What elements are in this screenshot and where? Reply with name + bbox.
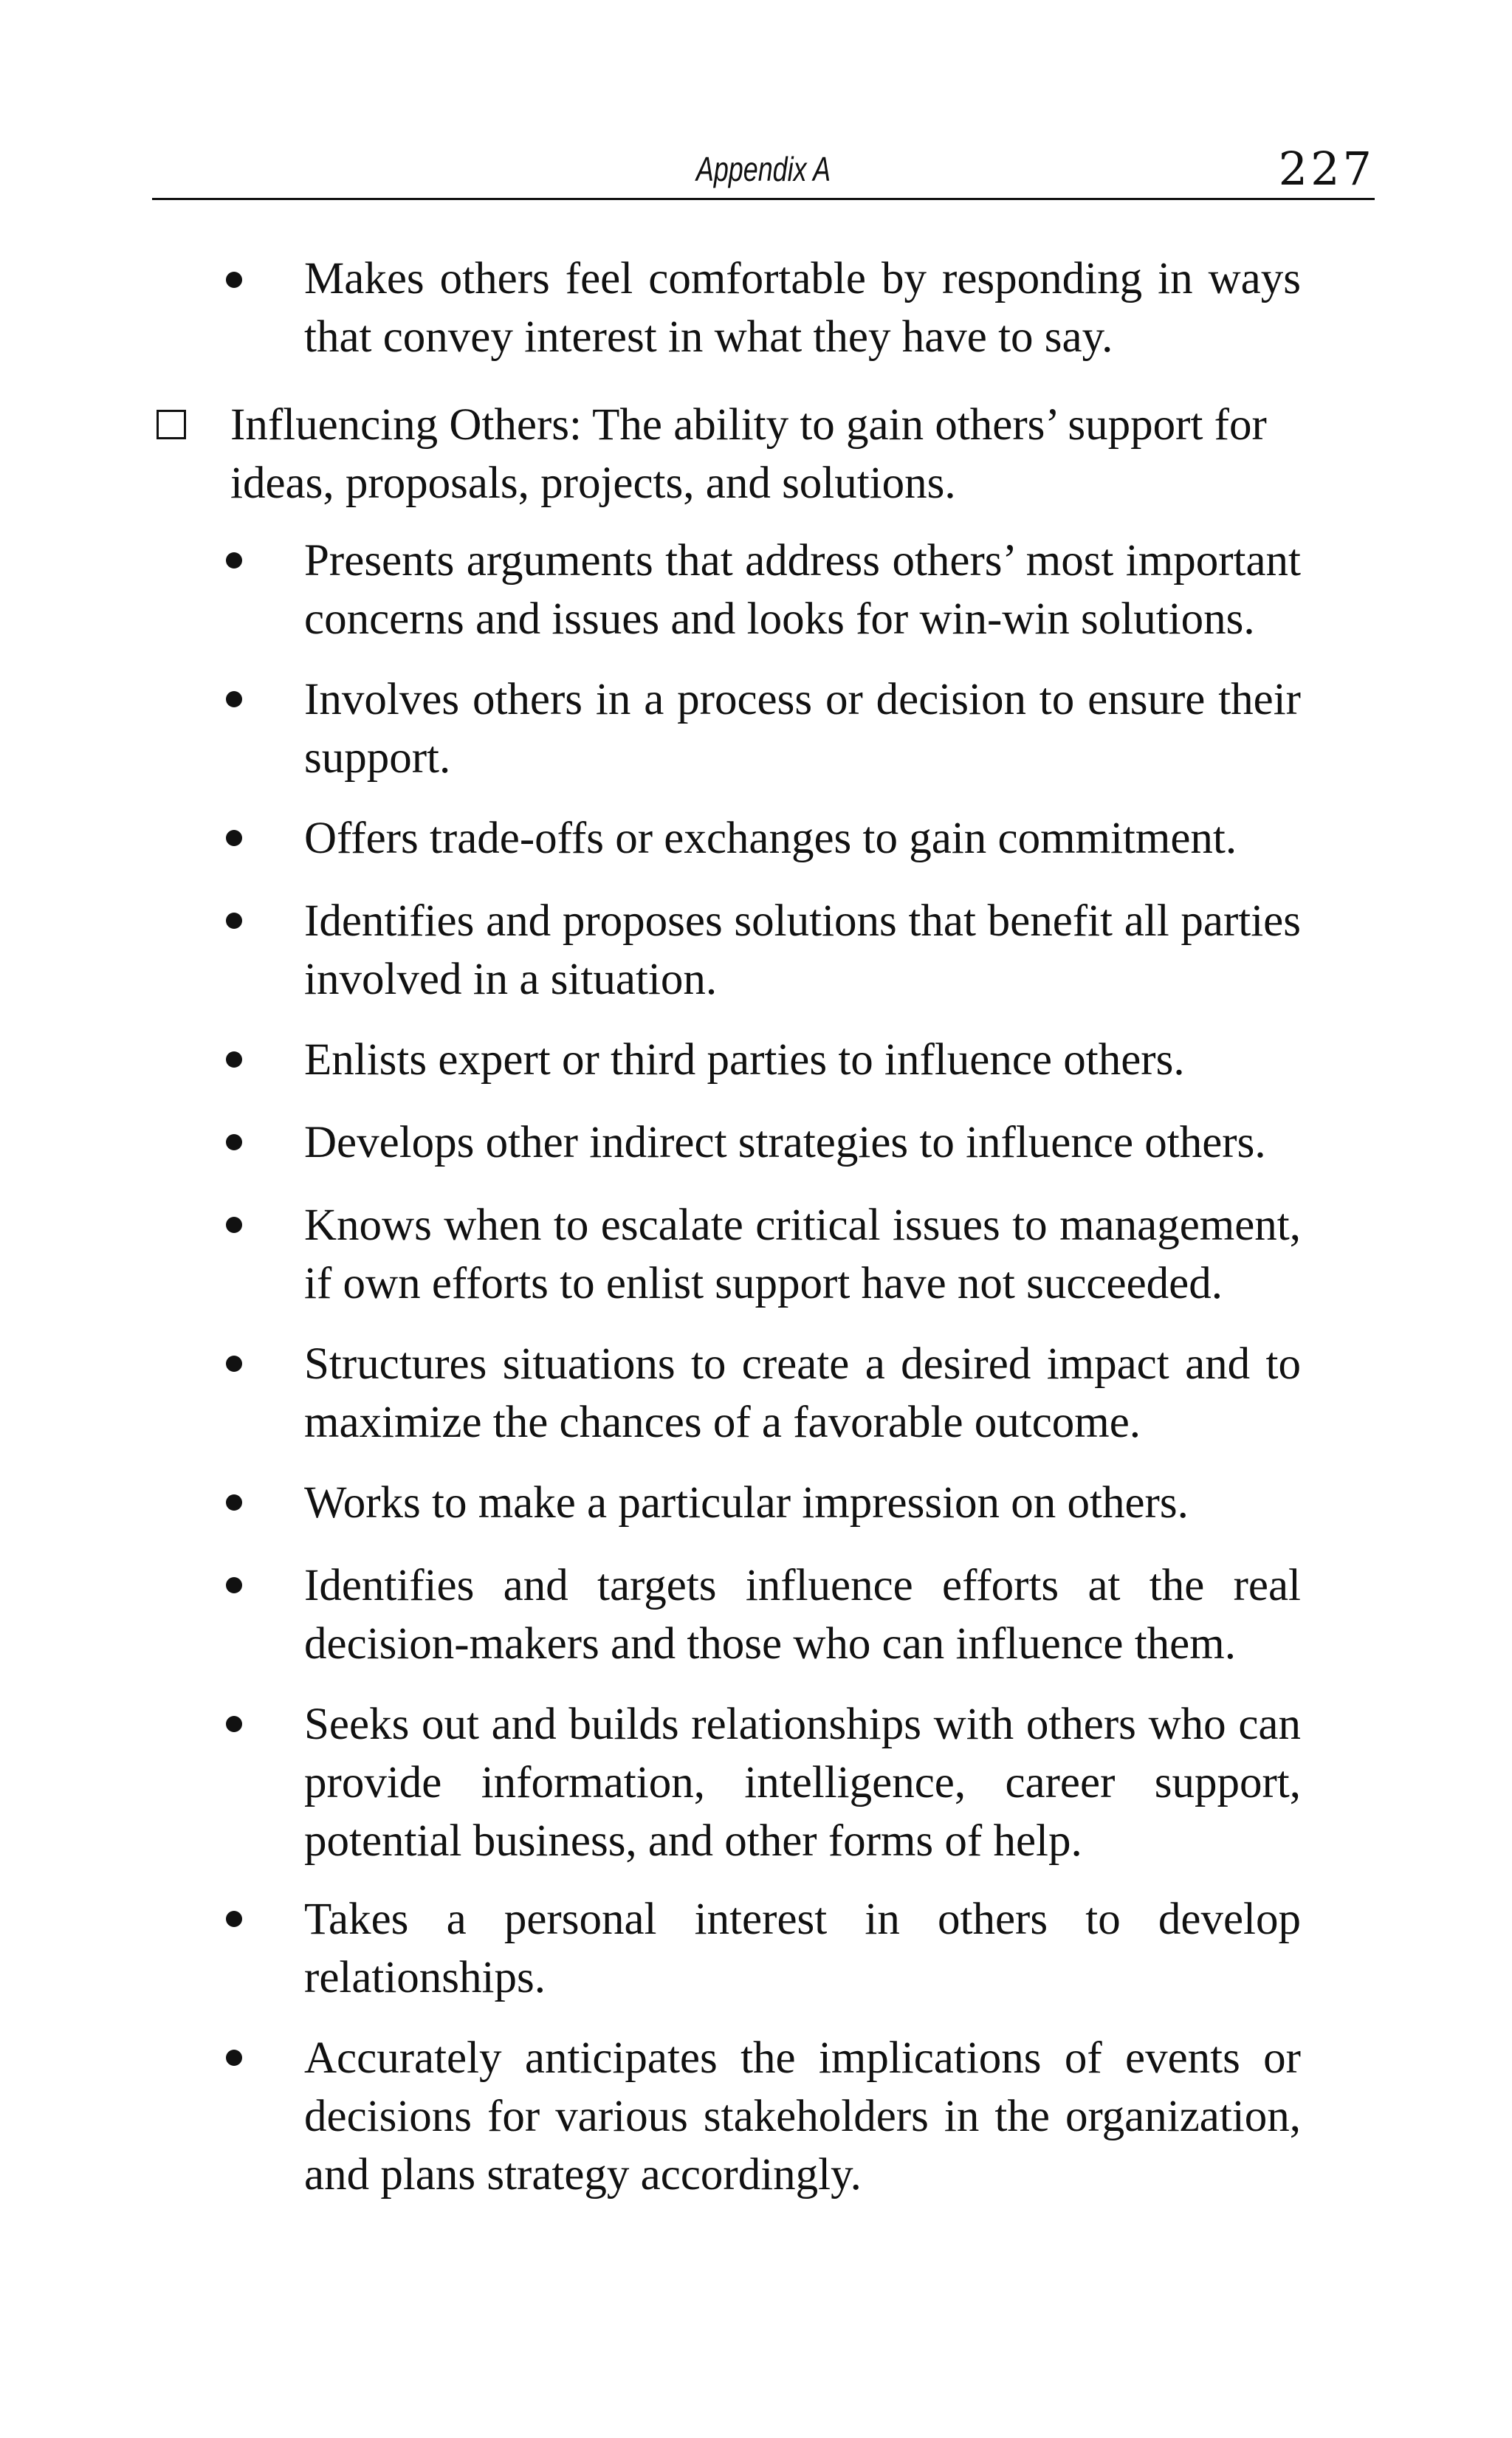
list-item: Develops other indirect strategies to influence others. (304, 1118, 1266, 1167)
list-item: Identifies and targets influence efforts at the real decision-makers and those who can influence them. (304, 1561, 1301, 1669)
bullet-icon (226, 1217, 242, 1233)
list-item: Offers trade-offs or exchanges to gain commitment. (304, 814, 1237, 863)
bullet-icon (226, 1911, 242, 1927)
page-number: 227 (1278, 142, 1375, 196)
list-item: Knows when to escalate critical issues to management, if own efforts to enlist support have not succeeded. (304, 1201, 1301, 1308)
list-item: Works to make a particular impression on others. (304, 1478, 1189, 1528)
list-item: Enlists expert or third parties to influence others. (304, 1035, 1185, 1085)
list-item: Accurately anticipates the implications of events or decisions for various stakeholders in the organization, and plans strategy accordingly. (304, 2033, 1301, 2200)
bullet-icon (226, 552, 242, 569)
list-item: Takes a personal interest in others to develop relationships. (304, 1895, 1301, 2002)
list-item: Makes others feel comfortable by responding in ways that convey interest in what they have to say. (304, 254, 1301, 362)
bullet-icon (226, 691, 242, 707)
running-head: Appendix A (695, 150, 831, 188)
bullet-icon (226, 1356, 242, 1372)
bullet-icon (226, 1051, 242, 1068)
list-item: Presents arguments that address others’ most important concerns and issues and looks for win-win solutions. (304, 536, 1301, 644)
bullet-icon (226, 272, 242, 288)
bullet-icon (226, 913, 242, 929)
list-item: Seeks out and builds relationships with others who can provide information, intelligence, career support, potential business, and other forms of help. (304, 1700, 1301, 1866)
bullet-icon (226, 2050, 242, 2066)
list-item: Identifies and proposes solutions that benefit all parties involved in a situation. (304, 896, 1301, 1004)
bullet-icon (226, 830, 242, 846)
page-header (152, 142, 1375, 200)
list-item: Involves others in a process or decision to ensure their support. (304, 675, 1301, 783)
list-item: Structures situations to create a desired impact and to maximize the chances of a favorable outcome. (304, 1339, 1301, 1447)
bullet-icon (226, 1577, 242, 1593)
bullet-icon (226, 1134, 242, 1150)
bullet-icon (226, 1494, 242, 1511)
bullet-icon (226, 1716, 242, 1732)
checkbox-icon (157, 410, 186, 439)
competency-heading: Influencing Others: The ability to gain others’ support for ideas, proposals, projects, and solutions. (230, 400, 1267, 508)
